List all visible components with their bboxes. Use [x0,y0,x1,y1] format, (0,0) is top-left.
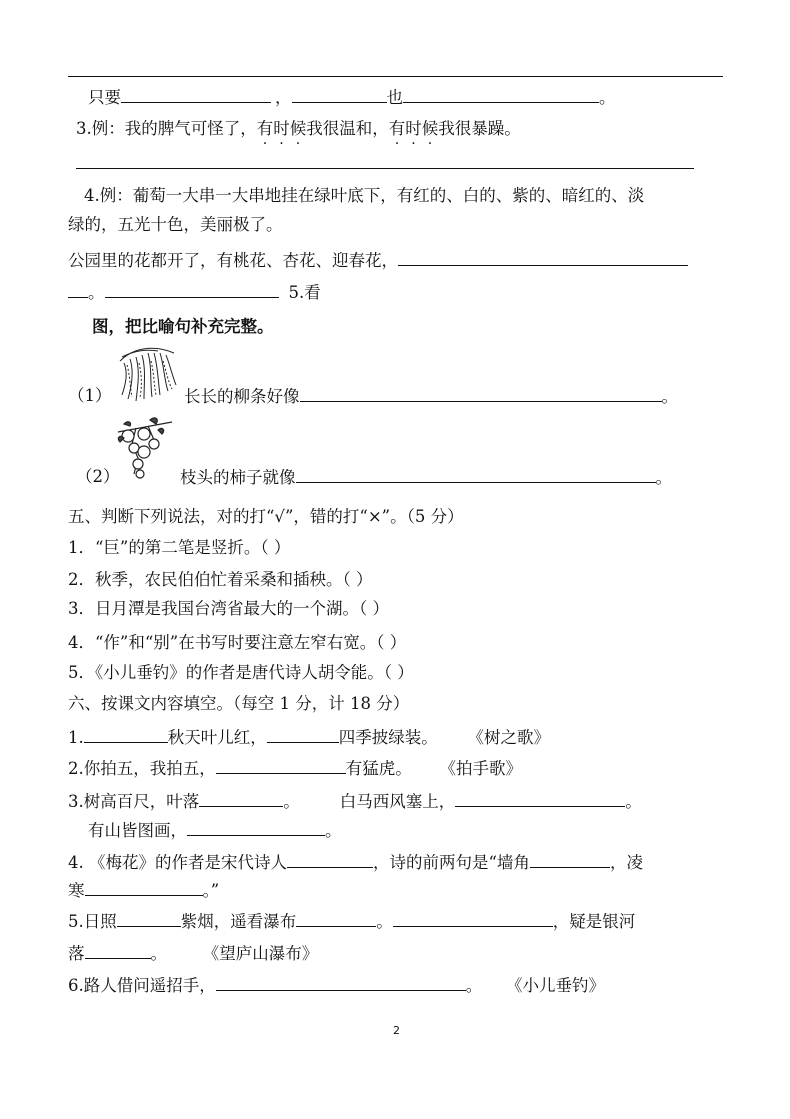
picture-item-2-number: （2） [76,467,120,486]
willow-branches-image [114,343,180,403]
example-4-line4: 。 5.看 [68,281,321,304]
blank[interactable] [455,790,625,807]
example-4-line1: 4.例：葡萄一大串一大串地挂在绿叶底下，有红的、白的、紫的、暗红的、淡 [84,186,645,205]
blank[interactable] [530,851,610,868]
fill-item-4: 4. 《梅花》的作者是宋代诗人 ，诗的前两句是“墙角 ，凌 [68,853,643,872]
persimmon-branch-image [114,414,176,480]
fill-item-5: 5.日照 紫烟，遥看瀑布 。 ，疑是银河 [68,912,636,931]
example-4-line2: 绿的，五光十色，美丽极了。 [68,215,283,234]
page-number: 2 [393,1024,400,1037]
section-5-title: 五、判断下列说法，对的打“√”，错的打“×”。（5 分） [68,507,464,526]
blank[interactable] [292,86,387,103]
blank[interactable] [393,910,553,927]
judge-item-3[interactable]: 3．日月潭是我国台湾省最大的一个湖。（ ） [68,599,389,618]
sentence-zhiyao: 只要 ， 也 。 [88,88,616,107]
picture-item-2: 枝头的柿子就像 。 [180,468,672,487]
blank[interactable] [296,910,376,927]
judge-item-2[interactable]: 2．秋季，农民伯伯忙着采桑和插秧。（ ） [68,570,373,589]
blank[interactable] [199,790,283,807]
blank[interactable] [403,86,599,103]
fill-item-3: 3.树高百尺，叶落 。 白马西风塞上， 。 [68,792,642,811]
blank[interactable] [85,879,203,896]
picture-item-1: 长长的柳条好像 。 [184,387,678,406]
answer-line-ex3[interactable] [76,168,694,169]
fill-item-5-cont: 落 。 《望庐山瀑布》 [68,944,319,963]
fill-item-4-cont: 寒 。” [68,881,220,900]
section-6-title: 六、按课文内容填空。（每空 1 分，计 18 分） [68,694,410,713]
fill-item-2: 2.你拍五，我拍五， 有猛虎。 《拍手歌》 [68,759,522,778]
blank[interactable] [105,281,279,298]
blank[interactable] [216,757,346,774]
blank[interactable] [296,466,656,483]
fill-item-6: 6.路人借问遥招手， 。 《小儿垂钓》 [68,976,605,995]
judge-item-1[interactable]: 1．“巨”的第二笔是竖折。（ ） [68,538,291,557]
example-3: 3.例：我的脾气可怪了，有时候我很温和，有时候我很暴躁。 [76,119,521,138]
fill-item-1: 1. 秋天叶儿红， 四季披绿装。 《树之歌》 [68,728,550,747]
blank[interactable] [267,726,339,743]
picture-item-1-number: （1） [68,386,112,405]
blank[interactable] [187,819,325,836]
judge-item-5[interactable]: 5．《小儿垂钓》的作者是唐代诗人胡令能。（ ） [68,663,414,682]
example-4-line3: 公园里的花都开了，有桃花、杏花、迎春花， [68,249,688,272]
q5-instruction: 图，把比喻句补充完整。 [92,317,274,336]
blank[interactable] [68,281,88,298]
judge-item-4[interactable]: 4．“作”和“别”在书写时要注意左窄右宽。（ ） [68,633,407,652]
blank[interactable] [117,910,181,927]
blank[interactable] [398,249,688,266]
blank[interactable] [287,851,373,868]
blank[interactable] [216,974,466,991]
blank[interactable] [85,942,151,959]
fill-item-3-cont: 有山皆图画， 。 [88,821,342,840]
answer-line-top [68,76,723,77]
blank[interactable] [121,86,271,103]
blank[interactable] [84,726,168,743]
blank[interactable] [300,385,662,402]
